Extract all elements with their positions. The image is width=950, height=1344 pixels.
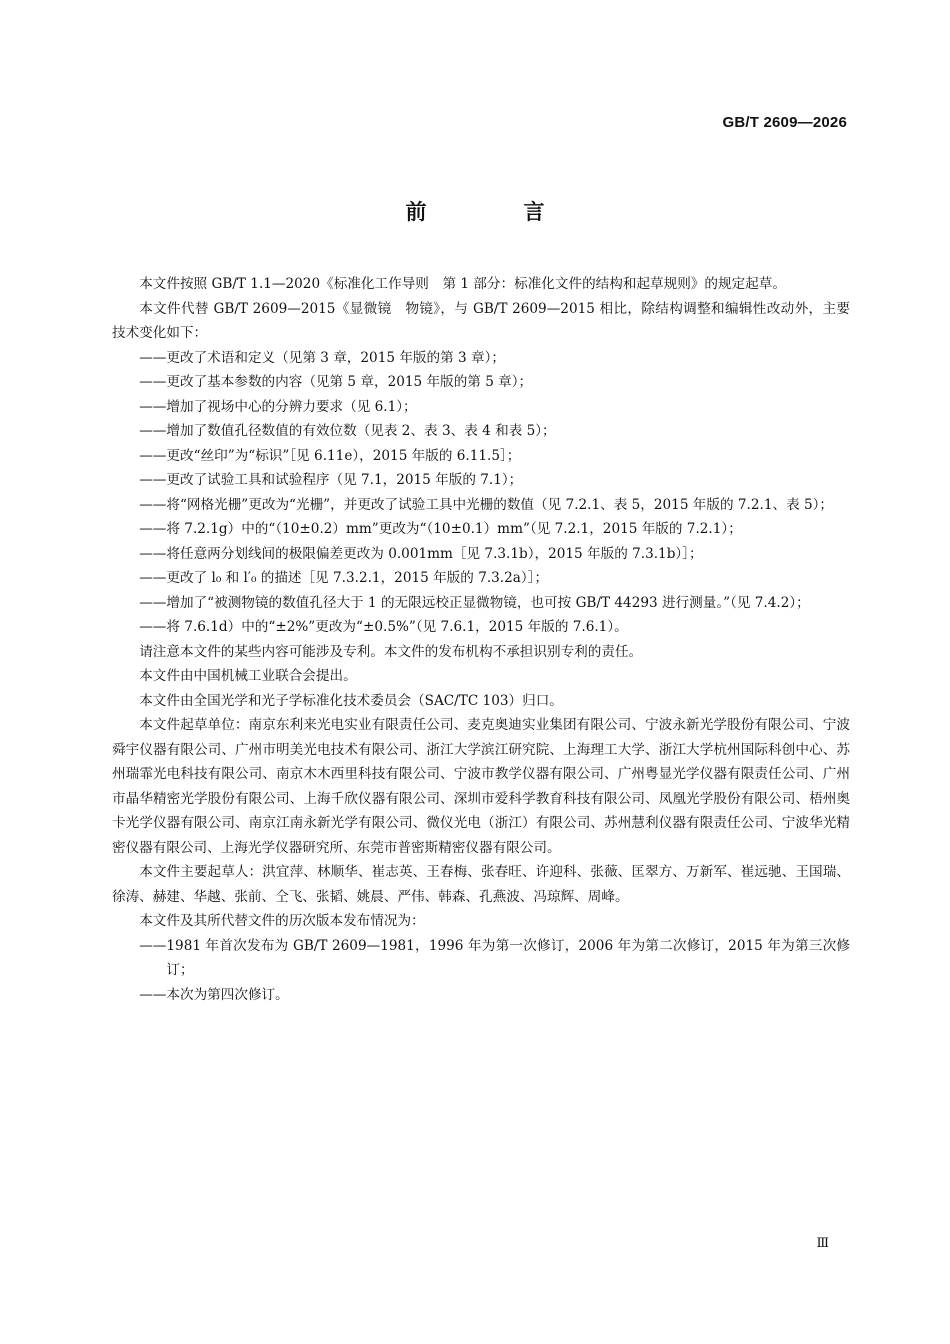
paragraph-history-intro: 本文件及其所代替文件的历次版本发布情况为： (139, 913, 425, 929)
change-item: ——更改了试验工具和试验程序（见 7.1，2015 年版的 7.1）； (139, 472, 523, 488)
page-number: Ⅲ (816, 1236, 829, 1251)
change-item: ——更改了 l₀ 和 l′₀ 的描述［见 7.3.2.1，2015 年版的 7.3.2a）］； (139, 570, 549, 586)
change-item: ——将任意两分划线间的极限偏差更改为 0.001mm［见 7.3.1b），2015 年版的 7.3.1b）］； (139, 545, 703, 562)
change-item: ——增加了“被测物镜的数值孔径大于 1 的无限远校正显微物镜，也可按 GB/T 44293 进行测量。”（见 7.4.2）； (139, 594, 810, 611)
paragraph-drafting-rules: 本文件按照 GB/T 1.1—2020《标准化工作导则 第 1 部分：标准化文件的结构和起草规则》的规定起草。 (139, 276, 786, 292)
paragraph-patent-notice: 请注意本文件的某些内容可能涉及专利。本文件的发布机构不承担识别专利的责任。 (139, 643, 643, 660)
paragraph-proposer: 本文件由中国机械工业联合会提出。 (139, 668, 357, 684)
change-item: ——更改了基本参数的内容（见第 5 章，2015 年版的第 5 章）； (139, 374, 533, 390)
history-item: ——本次为第四次修订。 (139, 986, 289, 1003)
paragraph-drafters: 本文件主要起草人：洪宜萍、林顺华、崔志英、王春梅、张春旺、许迎科、张薇、匡翠方、万新军、崔远驰、王国瑞、徐涛、赫建、华越、张前、仝飞、张韬、姚晨、严伟、韩森、孔燕波、冯琼辉、周峰。 (112, 864, 850, 905)
paragraph-committee: 本文件由全国光学和光子学标准化技术委员会（SAC/TC 103）归口。 (139, 692, 563, 709)
change-item: ——更改了术语和定义（见第 3 章，2015 年版的第 3 章）； (139, 349, 505, 366)
page-title: 前 言 (405, 200, 583, 224)
change-item: ——将 7.6.1d）中的“±2%”更改为“±0.5%”（见 7.6.1，2015 年版的 7.6.1）。 (139, 619, 628, 635)
change-item: ——增加了数值孔径数值的有效位数（见表 2、表 3、表 4 和表 5）； (139, 423, 556, 439)
change-item: ——将 7.2.1g）中的“（10±0.2）mm”更改为“（10±0.1）mm”（见 7.2.1，2015 年版的 7.2.1）； (139, 521, 742, 537)
standard-number: GB/T 2609—2026 (722, 114, 847, 131)
change-item: ——增加了视场中心的分辨力要求（见 6.1）； (139, 398, 417, 415)
paragraph-drafting-units: 本文件起草单位：南京东利来光电实业有限责任公司、麦克奥迪实业集团有限公司、宁波永新光学股份有限公司、宁波舜宇仪器有限公司、广州市明美光电技术有限公司、浙江大学滨江研究院、上海理工大学、浙江大学杭州国际科创中心、苏州瑞霏光电科技有限公司、南京木木西里科技有限公司、宁波市教学仪器有限公司、广州粤显光学仪器有限责任公司、广州市晶华精密光学股份有限公司、上海千欣仪器有限公司、深圳市爱科学教育科技有限公司、凤凰光学股份有限公司、梧州奥卡光学仪器有限公司、南京江南永新光学有限公司、微仪光电（浙江）有限公司、苏州慧利仪器有限责任公司、宁波华光精密仪器有限公司、上海光学仪器研究所、东莞市普密斯精密仪器有限公司。 (112, 717, 850, 856)
change-item: ——将“网格光栅”更改为“光栅”，并更改了试验工具中光栅的数值（见 7.2.1、表 5，2015 年版的 7.2.1、表 5）； (139, 496, 834, 513)
history-item: ——1981 年首次发布为 GB/T 2609—1981，1996 年为第一次修订，2006 年为第二次修订，2015 年为第三次修订； (139, 937, 850, 978)
change-item: ——更改“丝印”为“标识”［见 6.11e），2015 年版的 6.11.5］； (139, 447, 521, 464)
paragraph-replacement: 本文件代替 GB/T 2609—2015《显微镜 物镜》，与 GB/T 2609—2015 相比，除结构调整和编辑性改动外，主要技术变化如下： (112, 300, 850, 341)
document-body (112, 272, 850, 1007)
